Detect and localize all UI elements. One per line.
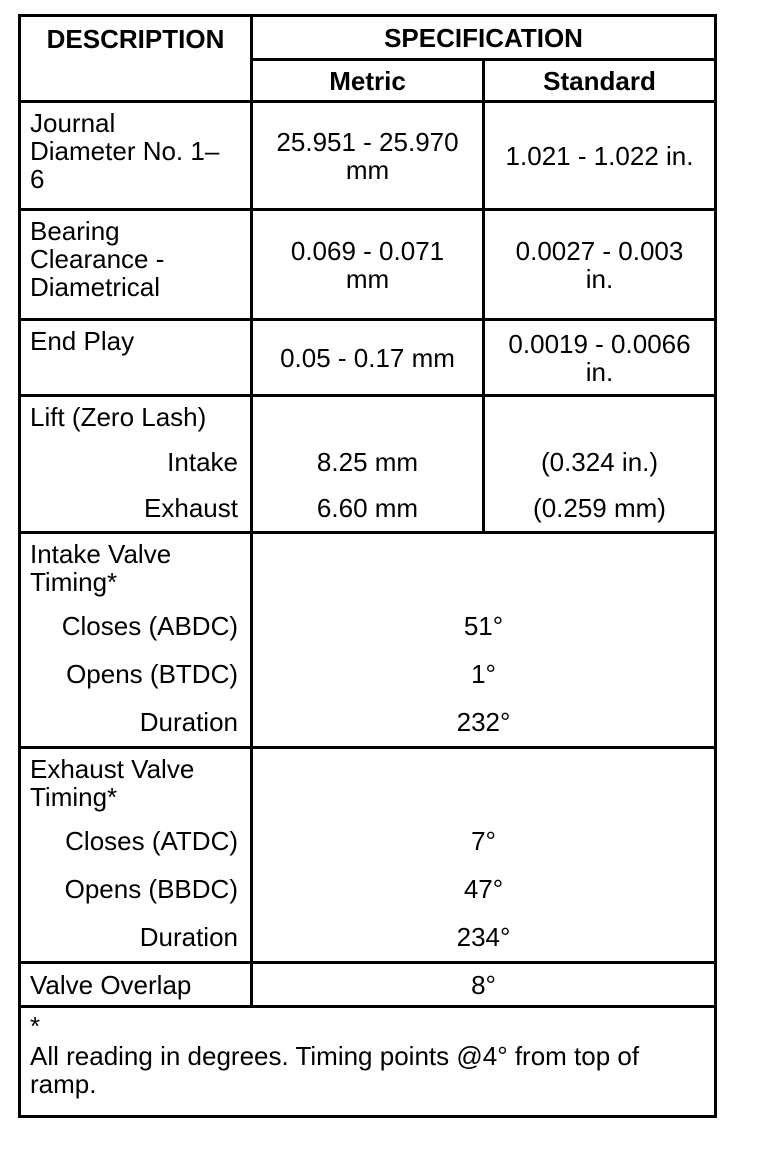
row-label-cell: Journal Diameter No. 1–6: [20, 102, 252, 210]
spacer: [253, 749, 714, 817]
sub-row-label: Opens (BBDC): [64, 874, 238, 904]
spacer: [485, 397, 714, 439]
spec-value-cell: [252, 748, 716, 963]
metric-value-cell: [252, 396, 484, 533]
metric-value-cell: 0.05 - 0.17 mm: [252, 320, 484, 396]
row-valve-overlap: [20, 963, 716, 1007]
row-title: Lift (Zero Lash): [30, 402, 207, 432]
row-lift-zero-lash: [20, 396, 716, 533]
row-end-play: [20, 320, 716, 396]
footnote-marker: *: [30, 1011, 41, 1041]
row-bearing-clearance: [20, 210, 716, 320]
row-label-cell: Valve Overlap: [20, 963, 252, 1007]
row-label-cell: [20, 748, 252, 963]
sub-row-label: Duration: [139, 922, 238, 952]
metric-value-cell: 25.951 - 25.970 mm: [252, 102, 484, 210]
row-journal-diameter: [20, 102, 716, 210]
sub-row-label: Intake: [167, 447, 238, 477]
column-header-standard: Standard: [484, 60, 716, 102]
sub-row-standard-value: (0.259 mm): [533, 493, 666, 523]
spec-value-cell: [252, 533, 716, 748]
specification-table: [18, 14, 717, 1118]
footnote-cell: [20, 1007, 716, 1117]
header-row-main: [20, 16, 716, 60]
sub-row-value: 232°: [456, 707, 511, 737]
row-label-cell: [20, 396, 252, 533]
sub-row-label: Closes (ABDC): [61, 611, 238, 641]
row-intake-valve-timing: [20, 533, 716, 748]
row-title: Exhaust Valve Timing*: [30, 754, 195, 812]
column-header-metric: Metric: [252, 60, 484, 102]
standard-value-cell: 0.0019 - 0.0066 in.: [484, 320, 716, 396]
spec-value-cell: 8°: [252, 963, 716, 1007]
row-title: Intake Valve Timing*: [30, 539, 172, 597]
row-label-cell: [20, 533, 252, 748]
sub-row-value: 7°: [471, 826, 496, 856]
sub-row-label: Exhaust: [144, 493, 238, 523]
column-header-description: DESCRIPTION: [20, 16, 252, 102]
metric-value-cell: 0.069 - 0.071 mm: [252, 210, 484, 320]
row-label-cell: Bearing Clearance - Diametrical: [20, 210, 252, 320]
row-label-cell: End Play: [20, 320, 252, 396]
footnote-text: All reading in degrees. Timing points @4° from top of ramp.: [30, 1041, 640, 1099]
standard-value-cell: 0.0027 - 0.003 in.: [484, 210, 716, 320]
sub-row-value: 1°: [471, 659, 496, 689]
sub-row-metric-value: 8.25 mm: [316, 447, 419, 477]
sub-row-standard-value: (0.324 in.): [540, 447, 659, 477]
standard-value-cell: 1.021 - 1.022 in.: [484, 102, 716, 210]
sub-row-value: 51°: [463, 611, 504, 641]
sub-row-label: Opens (BTDC): [66, 659, 238, 689]
sub-row-value: 234°: [456, 922, 511, 952]
footnote-row: [20, 1007, 716, 1117]
sub-row-value: 47°: [463, 874, 504, 904]
standard-value-cell: [484, 396, 716, 533]
row-exhaust-valve-timing: [20, 748, 716, 963]
spacer: [253, 397, 482, 439]
sub-row-label: Duration: [139, 707, 238, 737]
sub-row-metric-value: 6.60 mm: [316, 493, 419, 523]
spacer: [253, 534, 714, 602]
column-header-specification: SPECIFICATION: [252, 16, 716, 60]
sub-row-label: Closes (ATDC): [65, 826, 238, 856]
